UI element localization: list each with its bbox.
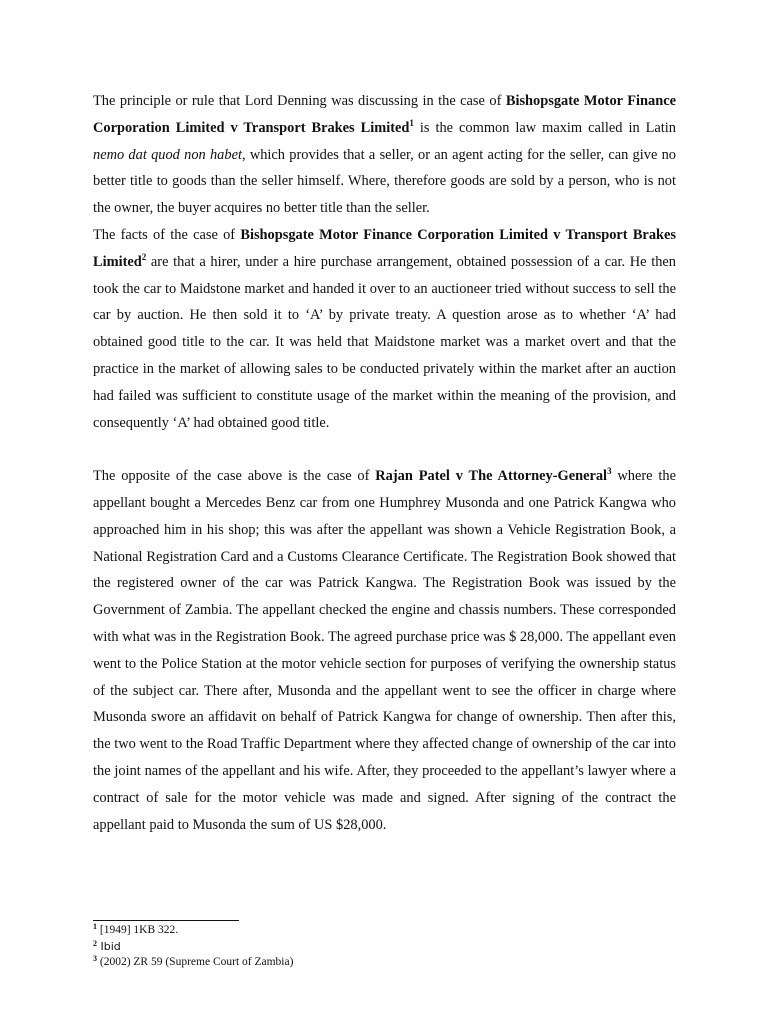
paragraph-3 bbox=[93, 463, 676, 838]
paragraph-3-text-b: where the appellant bought a Mercedes Benz car from one Humphrey Musonda and one Patrick Kangwa who approached him in his shop; this was after the appellant was shown a Vehicle Registration Book, a National Registration Card and a Customs Clearance Certificate. The Registration Book showed that the registered owner of the car was Patrick Kangwa. The Registration Book was issued by the Government of Zambia. The appellant checked the engine and chassis numbers. These corresponded with what was in the Registration Book. The agreed purchase price was $ 28,000. The appellant even went to the Police Station at the motor vehicle section for purposes of verifying the ownership status of the subject car. There after, Musonda and the appellant went to see the officer in charge where Musonda swore an affidavit on behalf of Patrick Kangwa for change of ownership. Then after this, the two went to the Road Traffic Department where they affected change of ownership of the car into the joint names of the appellant and his wife. After, they proceeded to the appellant’s lawyer where a contract of sale for the motor vehicle was made and signed. After signing of the contract the appellant paid to Musonda the sum of US $28,000. bbox=[93, 468, 677, 833]
paragraph-2 bbox=[93, 222, 676, 436]
paragraph-1-text-c: , which provides that a seller, or an agent acting for the seller, can give no better title to goods than the seller himself. Where, therefore goods are sold by a person, who is not the owner, the buyer acquires no better title than the seller. bbox=[93, 146, 676, 217]
footnote-text-1: [1949] 1KB 322. bbox=[97, 924, 179, 936]
footnote-text-2: Ibid bbox=[97, 939, 121, 953]
footnote-reference-2: 2 bbox=[141, 251, 147, 262]
case-citation-bishopsgate: Bishopsgate Motor Finance Corporation Limited v Transport Brakes Limited bbox=[93, 93, 676, 136]
footnote-3 bbox=[93, 955, 676, 971]
footnote-1 bbox=[93, 923, 676, 939]
footnote-separator bbox=[93, 920, 239, 921]
footnote-reference-3: 3 bbox=[607, 466, 612, 477]
footnote-2 bbox=[93, 939, 676, 956]
footnote-text-3: (2002) ZR 59 (Supreme Court of Zambia) bbox=[97, 956, 294, 968]
paragraph-2-text-b: are that a hirer, under a hire purchase arrangement, obtained possession of a car. He then took the car to Maidstone market and handed it over to an auctioneer tried without success to sell the car by auction. He then sold it to ‘A’ by private treaty. A question arose as to whether ‘A’ had obtained good title to the car. It was held that Maidstone market was a market overt and that the practice in the market of allowing sales to be conducted privately within the market after an auction had failed was sufficient to constitute usage of the market within the meaning of the provision, and consequently ‘A’ had obtained good title. bbox=[93, 253, 676, 431]
paragraph-2-text-a: The facts of the case of bbox=[93, 226, 241, 243]
latin-maxim: nemo dat quod non habet bbox=[93, 146, 242, 163]
paragraph-3-text-a: The opposite of the case above is the case of bbox=[93, 468, 376, 485]
case-citation-bishopsgate-2: Bishopsgate Motor Finance Corporation Limited v Transport Brakes Limited bbox=[93, 226, 677, 270]
footnote-reference-1: 1 bbox=[409, 117, 414, 128]
paragraph-1 bbox=[93, 88, 676, 222]
case-citation-rajan-patel: Rajan Patel v The Attorney-General bbox=[375, 468, 608, 485]
paragraph-1-text-a: The principle or rule that Lord Denning was discussing in the case of bbox=[93, 93, 506, 109]
footnote-marker-1: 1 bbox=[93, 922, 97, 931]
footnotes-section bbox=[93, 920, 676, 971]
paragraph-spacer bbox=[93, 436, 676, 463]
footnote-marker-3: 3 bbox=[93, 954, 97, 963]
document-body bbox=[93, 88, 676, 838]
paragraph-1-text-b: is the common law maxim called in Latin bbox=[413, 119, 676, 136]
footnote-marker-2: 2 bbox=[93, 938, 97, 948]
